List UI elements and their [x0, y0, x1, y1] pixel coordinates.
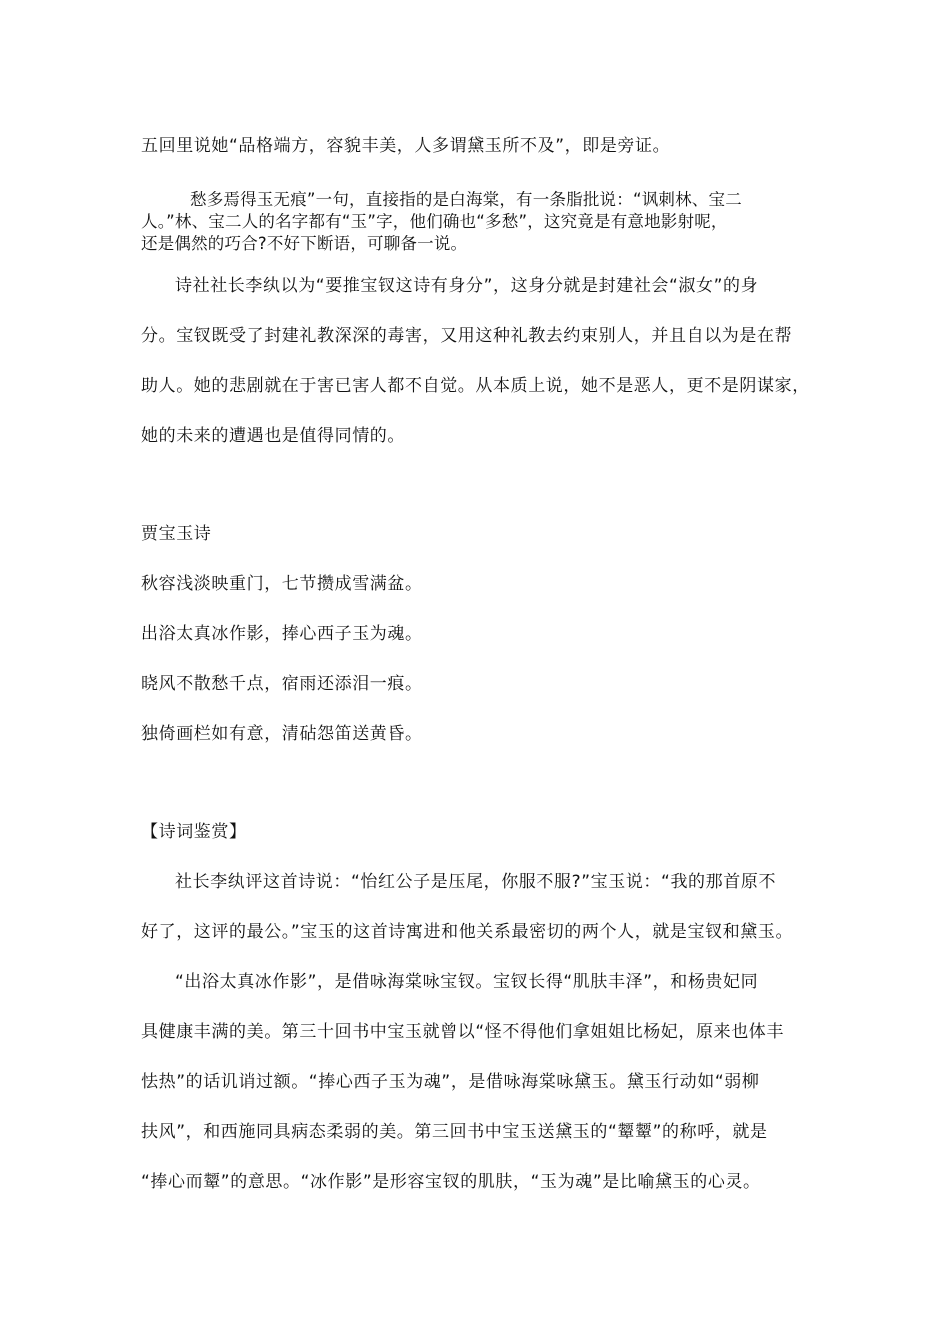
- paragraph-3-line-3: 助人。她的悲剧就在于害已害人都不自觉。从本质上说，她不是恶人，更不是阴谋家，: [141, 376, 810, 396]
- poem-title: 贾宝玉诗: [141, 524, 212, 544]
- paragraph-3-line-1: 诗社社长李纨以为“要推宝钗这诗有身分”，这身分就是封建社会“淑女”的身: [175, 276, 759, 296]
- appreciation-line-2: 好了，这评的最公。”宝玉的这首诗寓进和他关系最密切的两个人，就是宝钗和黛玉。: [141, 922, 794, 942]
- appreciation-line-1: 社长李纨评这首诗说：“怡红公子是压尾，你服不服?”宝玉说：“我的那首原不: [175, 872, 777, 892]
- poem-line-1: 秋容浅淡映重门，七节攒成雪满盆。: [141, 574, 423, 594]
- poem-line-3: 晓风不散愁千点，宿雨还添泪一痕。: [141, 674, 423, 694]
- appreciation-line-6: 扶风”，和西施同具病态柔弱的美。第三回书中宝玉送黛玉的“颦颦”的称呼，就是: [141, 1122, 768, 1142]
- appreciation-line-7: “捧心而颦”的意思。“冰作影”是形容宝钗的肌肤，“玉为魂”是比喻黛玉的心灵。: [141, 1172, 761, 1192]
- poem-line-2: 出浴太真冰作影，捧心西子玉为魂。: [141, 624, 423, 644]
- paragraph-2-line-3: 还是偶然的巧合?不好下断语，可聊备一说。: [141, 234, 468, 253]
- paragraph-1-line: 五回里说她“品格端方，容貌丰美，人多谓黛玉所不及”，即是旁证。: [141, 136, 671, 156]
- paragraph-3-line-2: 分。宝钗既受了封建礼教深深的毒害，又用这种礼教去约束别人，并且自以为是在帮: [141, 326, 793, 346]
- appreciation-line-4: 具健康丰满的美。第三十回书中宝玉就曾以“怪不得他们拿姐姐比杨妃，原来也体丰: [141, 1022, 785, 1042]
- appreciation-line-3: “出浴太真冰作影”，是借咏海棠咏宝钗。宝钗长得“肌肤丰泽”，和杨贵妃同: [175, 972, 759, 992]
- paragraph-3-line-4: 她的未来的遭遇也是值得同情的。: [141, 426, 405, 446]
- poem-line-4: 独倚画栏如有意，清砧怨笛送黄昏。: [141, 724, 423, 744]
- appreciation-heading: 【诗词鉴赏】: [141, 822, 247, 842]
- paragraph-2-line-1: 愁多焉得玉无痕”一句，直接指的是白海棠，有一条脂批说：“讽刺林、宝二: [190, 190, 742, 209]
- appreciation-line-5: 怯热”的话讥诮过额。“捧心西子玉为魂”，是借咏海棠咏黛玉。黛玉行动如“弱柳: [141, 1072, 760, 1092]
- paragraph-2-line-2: 人。”林、宝二人的名字都有“玉”字，他们确也“多愁”，这究竟是有意地影射呢，: [141, 212, 728, 231]
